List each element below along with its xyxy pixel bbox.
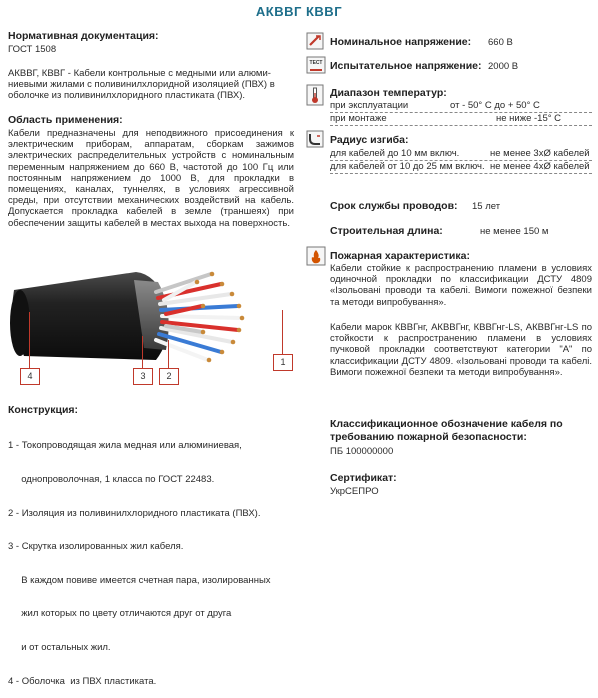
scope-heading: Область применения: (8, 114, 123, 126)
cable-illustration (6, 262, 306, 392)
test-voltage-value: 2000 В (488, 61, 519, 72)
construction-item: 3 - Скрутка изолированных жил кабеля. (8, 541, 184, 553)
service-life-label: Срок службы проводов: (330, 200, 458, 212)
radius-row-1-label: для кабелей до 10 мм включ. (330, 148, 460, 159)
temperature-label: Диапазон температур: (330, 87, 447, 99)
callout-1: 1 (273, 354, 293, 371)
construction-item: жил которых по цвету отличаются друг от друга (8, 608, 232, 620)
intro-text: АКВВГ, КВВГ - Кабели контрольные с медными или алюминиевыми жилами с поливинилхлоридной изоляцией (ПВХ) в оболочке из поливинилхлоридного пластиката (ПВХ). (8, 68, 275, 102)
svg-text:ТЕСТ: ТЕСТ (309, 60, 323, 66)
construction-item: и от остальных жил. (8, 642, 111, 654)
normdoc-value: ГОСТ 1508 (8, 44, 57, 55)
callout-4: 4 (20, 368, 40, 385)
radius-row-1-value: не менее 3хØ кабелей (490, 148, 590, 159)
radius-row-2-label: для кабелей от 10 до 25 мм включ. (330, 161, 485, 172)
callout-2: 2 (159, 368, 179, 385)
construction-list (8, 418, 298, 698)
fire-text-single: Кабели стойкие к распространению пламени в условиях одиночной прокладки по классификации ДСТУ 4809 «Ізольовані проводи та кабелі. Вимоги пожежної безпеки та методи випробування». (330, 263, 592, 308)
length-value: не менее 150 м (480, 226, 549, 237)
construction-item: однопроволочная, 1 класса по ГОСТ 22483. (8, 474, 215, 486)
construction-item: 2 - Изоляция из поливинилхлоридного пластиката (ПВХ). (8, 507, 261, 519)
fire-text-bundle: Кабели марок КВВГнг, АКВВГнг, КВВГнг-LS, АКВВГнг-LS по стойкости к распространению пламени в условиях пучковой прокладки соответствуют категории "А" по классификации ДСТУ 4809. «Ізольовані проводи та кабелі. Вимоги пожежної безпеки та методи випробування». (330, 322, 592, 378)
temp-row-install-value: не ниже -15° С (496, 113, 562, 124)
nominal-voltage-label: Номинальное напряжение: (330, 36, 472, 48)
test-icon (306, 56, 326, 74)
bend-radius-label: Радиус изгиба: (330, 134, 409, 146)
certificate-label: Сертификат: (330, 472, 397, 484)
construction-heading: Конструкция: (8, 404, 79, 416)
callout-3: 3 (133, 368, 153, 385)
nominal-voltage-value: 660 В (488, 37, 513, 48)
bend-radius-icon (306, 130, 324, 148)
fire-label: Пожарная характеристика: (330, 250, 470, 262)
test-voltage-label: Испытательное напряжение: (330, 60, 482, 72)
certificate-value: УкрСЕПРО (330, 486, 379, 497)
radius-row-2-value: не менее 4хØ кабелей (490, 161, 590, 172)
scope-text: Кабели предназначены для неподвижного присоединения к электрическим приборам, аппаратам, сборкам зажимов электрических распределительных устройств с номинальным переменным напряжением до 660 В, частотой до 100 Гц или постоянным напряжением до 1000 В, для прокладки в помещениях, каналах, туннелях, в условиях агрессивной среды, при отсутствии механических воздействий на кабель. Допускается прокладка кабелей в земле (траншеях) при обеспечении защиты кабелей в местах выхода на поверхность. (8, 128, 294, 229)
voltage-icon (306, 32, 324, 50)
temp-row-install-label: при монтаже (330, 113, 387, 124)
thermometer-icon (306, 84, 324, 106)
fire-icon (306, 246, 326, 266)
construction-item: В каждом повиве имеется счетная пара, изолированных (8, 574, 271, 586)
normdoc-heading: Нормативная документация: (8, 30, 159, 42)
classification-value: ПБ 100000000 (330, 446, 394, 457)
page-title: АКВВГ КВВГ (255, 4, 343, 19)
service-life-value: 15 лет (472, 201, 501, 212)
construction-item: 1 - Токопроводящая жила медная или алюминиевая, (8, 440, 242, 452)
temp-row-operation-label: при эксплуатации (330, 100, 409, 111)
classification-label: Классификационное обозначение кабеля по требованию пожарной безопасности: (330, 418, 563, 443)
length-label: Строительная длина: (330, 225, 443, 237)
construction-item: 4 - Оболочка из ПВХ пластиката. (8, 675, 157, 687)
temp-row-operation-value: от - 50° С до + 50° С (450, 100, 540, 111)
